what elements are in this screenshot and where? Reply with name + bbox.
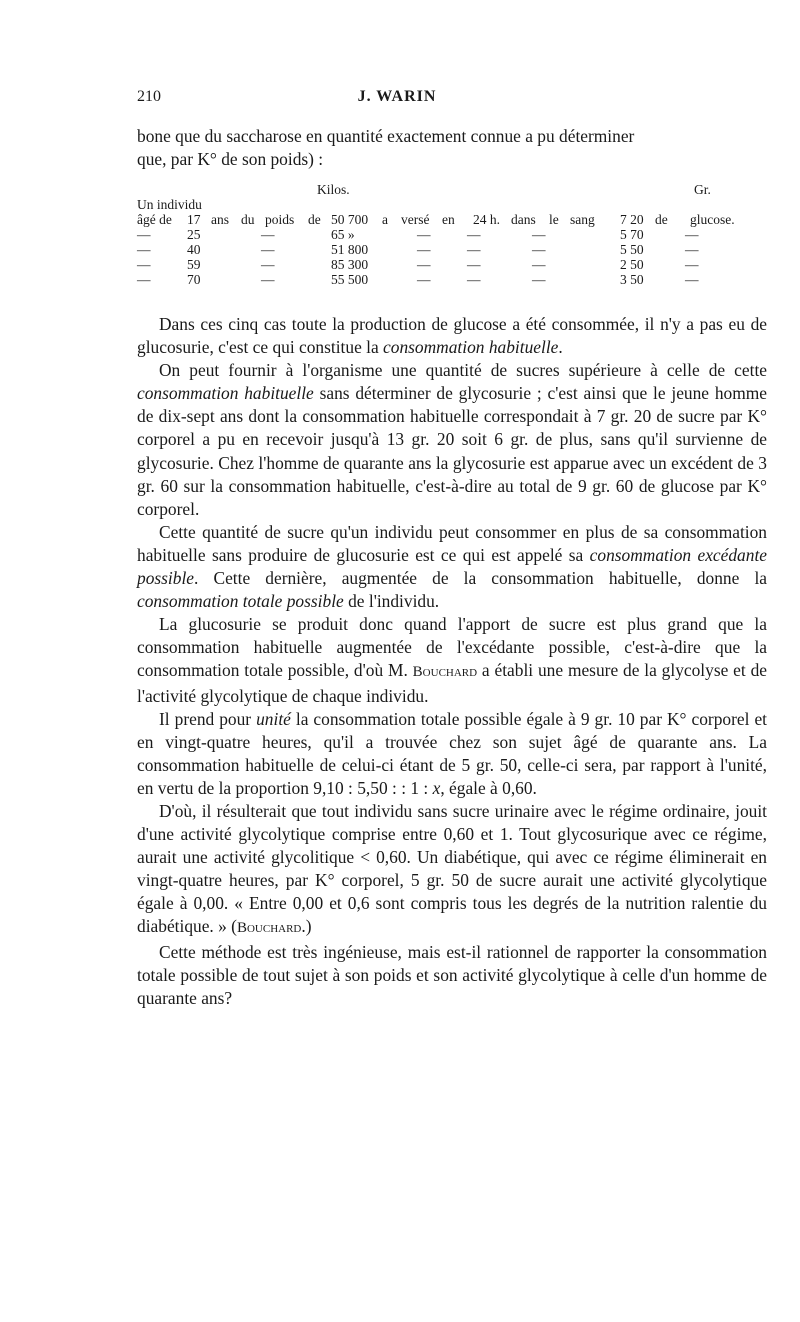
cell-gr: 3 50 — [620, 272, 644, 287]
table-row — [137, 212, 767, 227]
italic-term: consommation excédante possible — [137, 544, 767, 589]
paragraph — [137, 613, 767, 707]
cell-hours: 24 h. — [473, 212, 500, 227]
text-run: .) — [301, 916, 312, 937]
cell-sang: sang — [570, 212, 595, 227]
cell-dash: — — [685, 242, 699, 257]
unit-kilos: Kilos. — [317, 182, 350, 197]
cell-de2: de — [655, 212, 668, 227]
text-run: La glucosurie se produit donc quand l'apport de sucre est plus grand que la consommation habituelle augmentée de l'excédante possible, c'est-à-dire que la consommation totale possible, d'où M. — [137, 614, 767, 681]
cell-dash: — — [261, 242, 275, 257]
cell-dash: — — [467, 272, 481, 287]
intro-line-1: bone que du saccharose en quantité exactement connue a pu déterminer — [137, 126, 635, 146]
italic-term: consommation habituelle — [383, 337, 559, 358]
cell-poids: poids — [265, 212, 295, 227]
intro-text — [137, 125, 767, 171]
cell-dash: — — [137, 242, 151, 257]
cell-age: 40 — [187, 242, 201, 257]
paragraph — [137, 359, 767, 521]
cell-kilos: 51 800 — [331, 242, 369, 257]
cell-dash: — — [417, 227, 431, 242]
text-run: On peut fournir à l'organisme une quantité de sucres supérieure à celle de cette — [159, 360, 767, 381]
author-name: Bouchard — [236, 920, 302, 937]
unit-gr: Gr. — [694, 182, 711, 197]
cell-ans: ans — [211, 212, 229, 227]
cell-dash: — — [532, 272, 546, 287]
text-run: a établi une mesure de la glycolyse et de l'activité glycolytique de chaque individu. — [137, 660, 767, 706]
cell-age: 59 — [187, 257, 201, 272]
cell-dash: — — [137, 227, 151, 242]
cell-dans: dans — [511, 212, 536, 227]
table-row — [137, 242, 767, 257]
paragraph — [137, 941, 767, 1010]
italic-term: consommation totale possible — [137, 591, 344, 612]
table-row — [137, 257, 767, 272]
cell-age: 70 — [187, 272, 201, 287]
cell-dash: — — [467, 242, 481, 257]
cell-du: du — [241, 212, 255, 227]
glucose-table — [137, 182, 767, 287]
cell-glucose: glucose. — [690, 212, 735, 227]
body-text — [137, 313, 767, 1010]
cell-gr: 5 50 — [620, 242, 644, 257]
text-run: Dans ces cinq cas toute la production de glucose a été consommée, il n'y a pas eu de glucosurie, c'est ce qui constitue la — [137, 314, 767, 358]
cell-dash: — — [261, 272, 275, 287]
author-name: Bouchard — [412, 664, 478, 681]
cell-dash: — — [532, 227, 546, 242]
table-subject-row — [137, 197, 767, 212]
paragraph — [137, 313, 767, 359]
text-run: Il prend pour — [159, 708, 257, 729]
italic-term: unité — [256, 708, 291, 729]
cell-dash: — — [532, 257, 546, 272]
cell-gr: 5 70 — [620, 227, 644, 242]
italic-term: consommation habituelle — [137, 383, 314, 404]
text-run: de l'individu. — [343, 591, 440, 612]
italic-variable: x — [432, 777, 441, 798]
table-row — [137, 272, 767, 287]
cell-a: a — [382, 212, 388, 227]
cell-dash: — — [261, 257, 275, 272]
cell-en: en — [442, 212, 455, 227]
cell-gr: 7 20 — [620, 212, 644, 227]
intro-line-2: que, par K° de son poids) : — [137, 149, 324, 170]
text-run: Cette quantité de sucre qu'un individu peut consommer en plus de sa consommation habituelle sans produire de glucosurie est ce qui est appelé sa — [137, 521, 767, 565]
subject-label: Un individu — [137, 197, 202, 212]
cell-kilos: 85 300 — [331, 257, 369, 272]
paragraph — [137, 521, 767, 613]
cell-dash: — — [532, 242, 546, 257]
cell-gr: 2 50 — [620, 257, 644, 272]
cell-dash: — — [137, 257, 151, 272]
cell-dash: — — [685, 257, 699, 272]
cell-lead: âgé de — [137, 212, 172, 227]
cell-dash: — — [137, 272, 151, 287]
paragraph — [137, 800, 767, 941]
text-run: sans déterminer de glycosurie ; c'est ainsi que le jeune homme de dix-sept ans dont la consommation habituelle correspondait à 7 gr. 20 de sucre par K° corporel a pu en recevoir jusqu'à 13 gr. 20 soit 6 gr. de plus, sans qu'il survienne de glycosurie. Chez l'homme de quarante ans la glycosurie est apparue avec un excédent de 3 gr. 60 sur la consommation habituelle, c'est-à-dire au total de 9 gr. 60 de glucose par K° corporel. — [137, 383, 767, 519]
text-run: . Cette dernière, augmentée de la consommation habituelle, donne la — [194, 568, 767, 589]
table-units-row — [137, 182, 767, 197]
cell-dash: — — [685, 272, 699, 287]
cell-dash: — — [417, 257, 431, 272]
cell-le: le — [549, 212, 559, 227]
cell-dash: — — [261, 227, 275, 242]
cell-kilos: 65 » — [331, 227, 355, 242]
text-run: D'où, il résulterait que tout individu sans sucre urinaire avec le régime ordinaire, jouit d'une activité glycolytique comprise entre 0,60 et 1. Tout glycosurique avec ce régime, aurait une activité glycolitique < 0,60. Un diabétique, qui avec ce régime éliminerait en vingt-quatre heures, par K° corporel, 5 gr. 50 de sucre aurait une activité glycolytique égale à 0,00. « Entre 0,00 et 0,6 sont compris tous les degrés de la nutrition ralentie du diabétique. » ( — [137, 800, 767, 937]
cell-dash: — — [417, 242, 431, 257]
text-run: , égale à 0,60. — [440, 777, 537, 798]
cell-verse: versé — [401, 212, 430, 227]
cell-dash: — — [467, 257, 481, 272]
text-run: la consommation totale possible égale à 9 gr. 10 par K° corporel et en vingt-quatre heures, qu'il a trouvée chez son sujet âgé de quarante ans. La consommation habituelle de celui-ci étant de 5 gr. 50, celle-ci sera, par rapport à l'unité, en vertu de la proportion 9,10 : 5,50 : : 1 : — [137, 708, 768, 798]
page-header — [137, 88, 767, 110]
table-row — [137, 227, 767, 242]
cell-age: 17 — [187, 212, 201, 227]
cell-kilos: 55 500 — [331, 272, 369, 287]
cell-dash: — — [417, 272, 431, 287]
cell-de: de — [308, 212, 321, 227]
paragraph — [137, 708, 767, 800]
text-run: . — [558, 337, 563, 358]
text-run: Cette méthode est très ingénieuse, mais est-il rationnel de rapporter la consommation totale possible de tout sujet à son poids et son activité glycolytique à celle d'un homme de quarante ans? — [137, 941, 767, 1008]
cell-kilos: 50 700 — [331, 212, 369, 227]
running-head: J. WARIN — [357, 88, 437, 105]
cell-dash: — — [685, 227, 699, 242]
cell-age: 25 — [187, 227, 201, 242]
page-number: 210 — [137, 88, 161, 105]
cell-dash: — — [467, 227, 481, 242]
